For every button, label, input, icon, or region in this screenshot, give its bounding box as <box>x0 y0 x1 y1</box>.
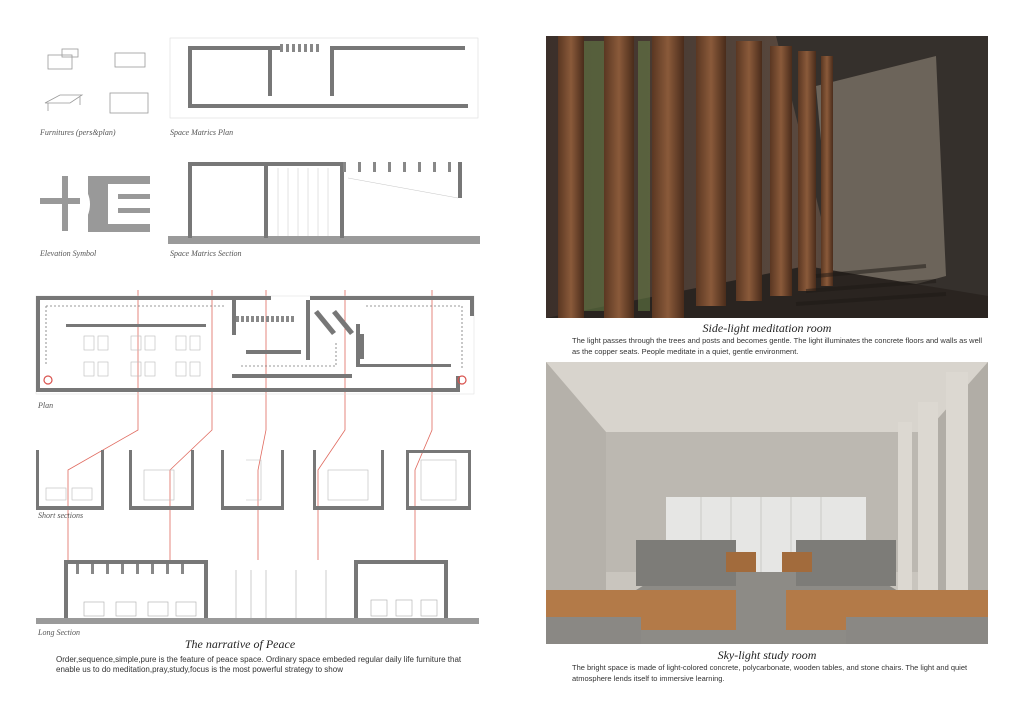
short-sections <box>36 450 476 512</box>
floor-plan <box>36 296 476 396</box>
space-matrics-plan-caption: Space Matrics Plan <box>170 128 234 137</box>
elevation-symbol-caption: Elevation Symbol <box>40 249 97 258</box>
meditation-room-text: The light passes through the trees and posts and becomes gentle. The light illuminates the concrete floors and walls as well as the copper seats. People meditate in a quiet, gentle environment. <box>572 336 983 356</box>
space-matrics-section-caption: Space Matrics Section <box>170 249 242 258</box>
narrative-text: Order,sequence,simple,pure is the feature of peace space. Ordinary space embeded regular daily life furniture that enable us to do meditation,pray,study,focus is the most powerful strategy to show <box>56 655 462 674</box>
meditation-room-title: Side-light meditation room <box>702 321 832 335</box>
study-room-title: Sky-light study room <box>717 648 817 662</box>
long-section-caption: Long Section <box>38 628 80 637</box>
short-sections-caption: Short sections <box>38 511 84 520</box>
furnitures-caption: Furnitures (pers&plan) <box>40 128 116 137</box>
meditation-room-photo <box>546 36 988 318</box>
study-room-photo <box>546 362 988 644</box>
study-room-text: The bright space is made of light-colored concrete, polycarbonate, wooden tables, and stone chairs. The light and quiet atmosphere lends itself to immersive learning. <box>572 663 968 683</box>
narrative-title: The narrative of Peace <box>184 637 296 651</box>
long-section <box>36 560 481 626</box>
plan-caption: Plan <box>38 401 54 410</box>
